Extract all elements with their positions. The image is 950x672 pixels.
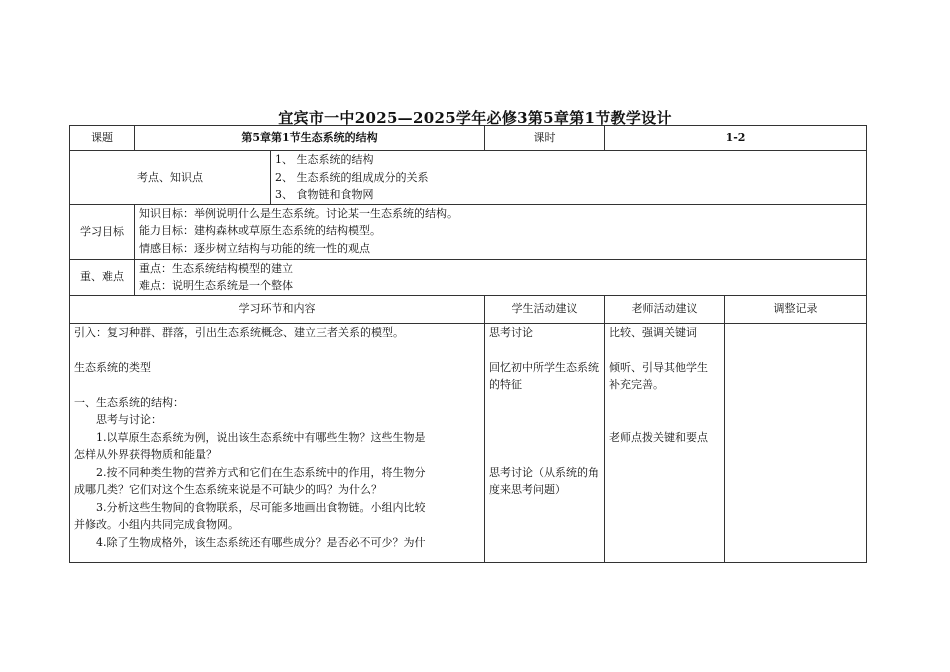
content-types: 生态系统的类型: [74, 360, 151, 374]
key-point: 重点：生态系统结构模型的建立: [139, 261, 293, 275]
learning-goals-list: [135, 204, 867, 259]
content-question-2: 2.按不同种类生物的营养方式和它们在生态系统中的作用，将生物分: [96, 465, 426, 479]
content-question-2-cont: 成哪几类？它们对这个生态系统来说是不可缺少的吗？为什么？: [74, 483, 382, 496]
column-header-student: 学生活动建议: [485, 295, 605, 323]
knowledge-point: 1、 生态系统的结构: [275, 153, 374, 166]
teacher-activity: 老师点拨关键和要点: [609, 430, 708, 444]
content-question-4: 4.除了生物成格外，该生态系统还有哪些成分？是否必不可少？为什: [96, 535, 426, 549]
lesson-content-cell: [70, 323, 485, 562]
knowledge-points-list: [271, 151, 867, 205]
teacher-activity: 比较、强调关键词: [609, 325, 697, 339]
student-activity-cell: [485, 323, 605, 562]
subject-value: 第5章第1节生态系统的结构: [135, 126, 485, 151]
student-activity: 思考讨论（从系统的角: [489, 465, 599, 479]
learning-goal: 情感目标：逐步树立结构与功能的统一性的观点: [139, 241, 370, 255]
teacher-activity-cell: [605, 323, 725, 562]
content-question-3-cont: 并修改。小组内共同完成食物网。: [74, 518, 239, 531]
header-row: [70, 126, 867, 151]
content-question-1-cont: 怎样从外界获得物质和能量？: [74, 448, 217, 461]
learning-goals-row: [70, 204, 867, 259]
key-point: 难点：说明生态系统是一个整体: [139, 279, 293, 292]
column-header-row: [70, 295, 867, 323]
column-header-content: 学习环节和内容: [70, 295, 485, 323]
student-activity: 回忆初中所学生态系统: [489, 360, 599, 374]
knowledge-points-label: 考点、知识点: [70, 151, 271, 205]
knowledge-points-row: [70, 151, 867, 205]
student-activity: 的特征: [489, 378, 522, 391]
student-activity: 思考讨论: [489, 325, 533, 339]
learning-goals-label: 学习目标: [70, 204, 135, 259]
knowledge-point: 2、 生态系统的组成成分的关系: [275, 170, 429, 184]
student-activity: 度来思考问题）: [489, 483, 566, 496]
key-points-row: [70, 259, 867, 295]
content-intro: 引入：复习种群、群落，引出生态系统概念、建立三者关系的模型。: [74, 325, 404, 339]
knowledge-point: 3、 食物链和食物网: [275, 188, 374, 201]
content-question-1: 1.以草原生态系统为例，说出该生态系统中有哪些生物？这些生物是: [96, 430, 426, 444]
lesson-plan-table: [69, 125, 867, 563]
key-points-list: [135, 259, 867, 295]
content-question-3: 3.分析这些生物间的食物联系，尽可能多地画出食物链。小组内比较: [96, 500, 426, 514]
document-title: 宜宾市一中2025—2025学年必修3第5章第1节教学设计: [278, 109, 672, 127]
teacher-activity: 补充完善。: [609, 378, 664, 391]
column-header-teacher: 老师活动建议: [605, 295, 725, 323]
teacher-activity: 倾听、引导其他学生: [609, 360, 708, 374]
learning-goal: 能力目标：建构森林或草原生态系统的结构模型。: [139, 224, 381, 237]
lesson-body-row: [70, 323, 867, 562]
content-discuss: 思考与讨论：: [96, 413, 162, 426]
period-label: 课时: [485, 126, 605, 151]
key-points-label: 重、难点: [70, 259, 135, 295]
content-section-1: 一、生态系统的结构：: [74, 395, 184, 409]
subject-label: 课题: [70, 126, 135, 151]
column-header-notes: 调整记录: [725, 295, 867, 323]
adjustment-notes-cell: [725, 323, 867, 562]
period-value: 1-2: [605, 126, 867, 151]
learning-goal: 知识目标：举例说明什么是生态系统。讨论某一生态系统的结构。: [139, 206, 458, 220]
